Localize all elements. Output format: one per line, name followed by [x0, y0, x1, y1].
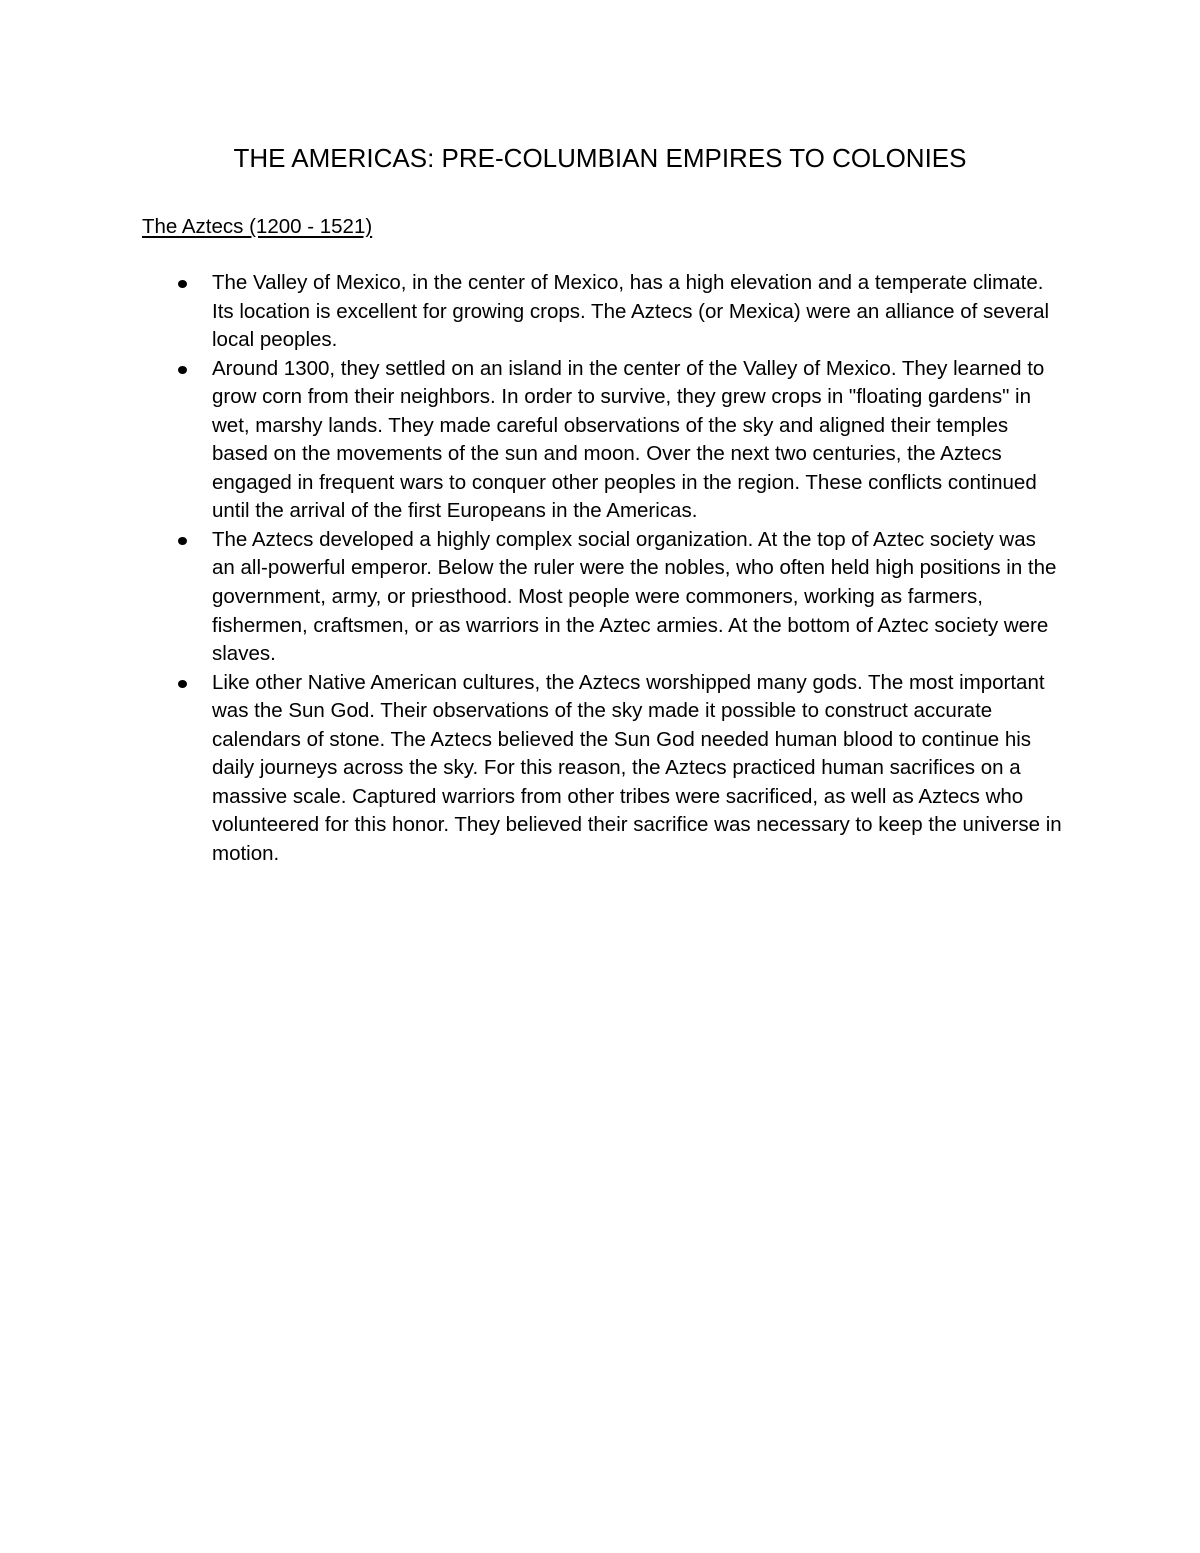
list-item — [142, 526, 1062, 669]
section-heading: The Aztecs (1200 - 1521) — [142, 215, 373, 238]
list-item-text: The Aztecs developed a highly complex social organization. At the top of Aztec society was an all-powerful emperor. Below the ruler were the nobles, who often held high positions in the government, army, or priesthood. Most people were commoners, working as farmers, fishermen, craftsmen, or as warriors in the Aztec armies. At the bottom of Aztec society were slaves. — [212, 527, 1057, 666]
list-item — [142, 355, 1062, 526]
list-item-text: The Valley of Mexico, in the center of Mexico, has a high elevation and a temperate climate. Its location is excellent for growing crops. The Aztecs (or Mexica) were an alliance of several local peoples. — [212, 271, 1050, 352]
list-item-text: Around 1300, they settled on an island in the center of the Valley of Mexico. They learned to grow corn from their neighbors. In order to survive, they grew crops in "floating gardens" in wet, marshy lands. They made careful observations of the sky and aligned their temples based on the movements of the sun and moon. Over the next two centuries, the Aztecs engaged in frequent wars to conquer other peoples in the region. These conflicts continued until the arrival of the first Europeans in the Americas. — [212, 356, 1045, 523]
bullet-icon — [178, 280, 187, 288]
list-item-text: Like other Native American cultures, the Aztecs worshipped many gods. The most important was the Sun God. Their observations of the sky made it possible to construct accurate calendars of stone. The Aztecs believed the Sun God needed human blood to continue his daily journeys across the sky. For this reason, the Aztecs practiced human sacrifices on a massive scale. Captured warriors from other tribes were sacrificed, as well as Aztecs who volunteered for this honor. They believed their sacrifice was necessary to keep the universe in motion. — [212, 670, 1062, 865]
document-title: THE AMERICAS: PRE-COLUMBIAN EMPIRES TO COLONIES — [233, 143, 967, 173]
list-item — [142, 269, 1062, 355]
bullet-icon — [178, 366, 187, 374]
list-item — [142, 669, 1062, 869]
bullet-icon — [178, 537, 187, 545]
bullet-icon — [178, 680, 187, 688]
bullet-list — [142, 269, 1062, 868]
